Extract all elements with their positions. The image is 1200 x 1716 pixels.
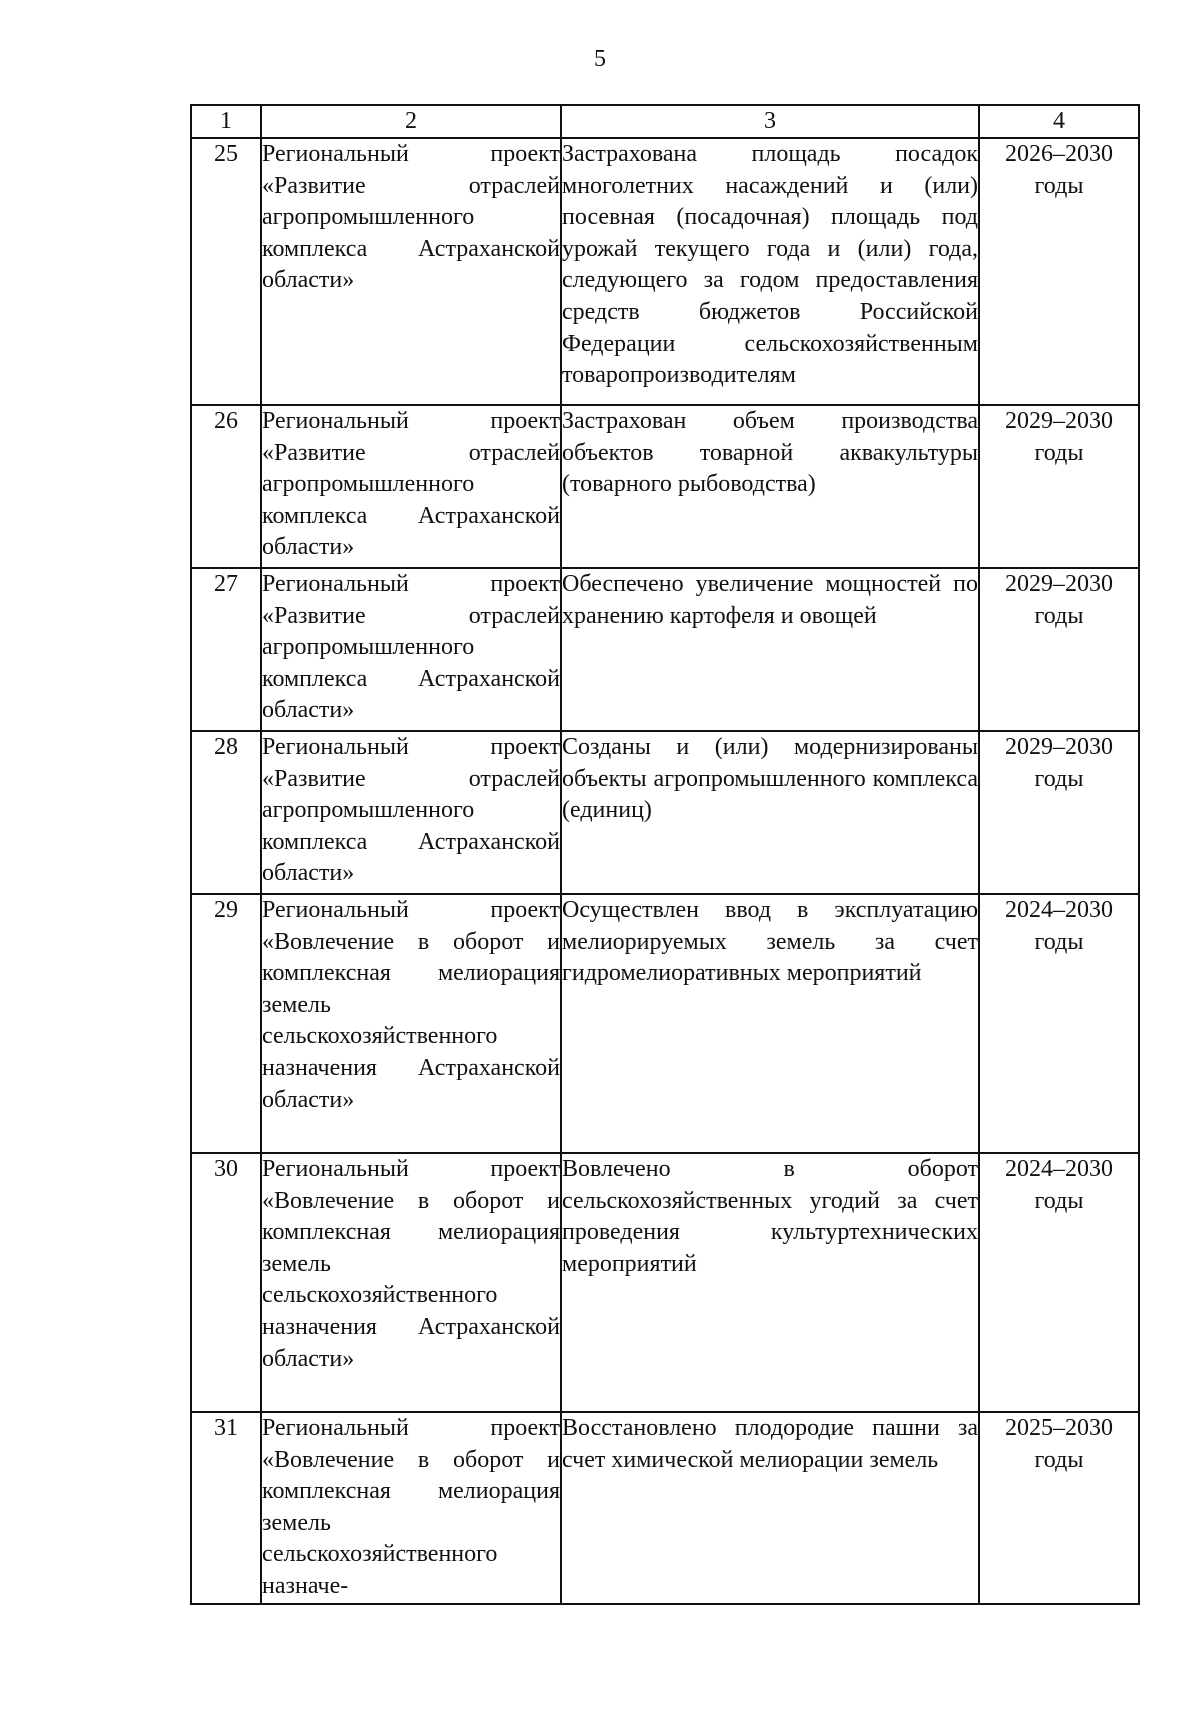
row-number: 28 bbox=[191, 731, 261, 894]
row-number: 29 bbox=[191, 894, 261, 1153]
period-cell bbox=[979, 568, 1139, 731]
table-row bbox=[191, 1412, 1139, 1604]
period-label: годы bbox=[1034, 602, 1084, 629]
period-label: годы bbox=[1034, 1446, 1084, 1473]
period-cell bbox=[979, 1412, 1139, 1604]
project-name: Региональный проект «Развитие отраслей агропромышленного комплекса Астраханской области» bbox=[261, 568, 561, 731]
column-header-3: 3 bbox=[561, 105, 979, 138]
period-label: годы bbox=[1034, 1187, 1084, 1214]
result-description: Осуществлен ввод в эксплуатацию мелиорируемых земель за счет гидромелиоративных мероприятий bbox=[561, 894, 979, 1153]
row-number: 26 bbox=[191, 405, 261, 568]
table-row bbox=[191, 405, 1139, 568]
project-name: Региональный проект «Развитие отраслей агропромышленного комплекса Астраханской области» bbox=[261, 138, 561, 405]
project-name: Региональный проект «Вовлечение в оборот и комплексная мелиорация земель сельскохозяйственного назначения Астраханской области» bbox=[261, 1153, 561, 1412]
result-description: Восстановлено плодородие пашни за счет химической мелиорации земель bbox=[561, 1412, 979, 1604]
period-years: 2029–2030 bbox=[1005, 408, 1113, 434]
period-years: 2029–2030 bbox=[1005, 571, 1113, 597]
period-label: годы bbox=[1034, 928, 1084, 955]
project-name: Региональный проект «Развитие отраслей агропромышленного комплекса Астраханской области» bbox=[261, 731, 561, 894]
project-name: Региональный проект «Вовлечение в оборот и комплексная мелиорация земель сельскохозяйственного назначе- bbox=[261, 1412, 561, 1604]
result-description: Застрахована площадь посадок многолетних насаждений и (или) посевная (посадочная) площадь под урожай текущего года и (или) года, следующего за годом предоставления средств бюджетов Российской Федерации сельскохозяйственным товаропроизводителям bbox=[561, 138, 979, 405]
result-description: Созданы и (или) модернизированы объекты агропромышленного комплекса (единиц) bbox=[561, 731, 979, 894]
table-row bbox=[191, 731, 1139, 894]
period-cell bbox=[979, 138, 1139, 405]
result-description: Обеспечено увеличение мощностей по хранению картофеля и овощей bbox=[561, 568, 979, 731]
row-number: 25 bbox=[191, 138, 261, 405]
period-cell bbox=[979, 894, 1139, 1153]
result-description: Застрахован объем производства объектов товарной аквакультуры (товарного рыбоводства) bbox=[561, 405, 979, 568]
page-number: 5 bbox=[594, 46, 606, 72]
period-years: 2025–2030 bbox=[1005, 1415, 1113, 1441]
table-row bbox=[191, 138, 1139, 405]
period-label: годы bbox=[1034, 439, 1084, 466]
period-years: 2029–2030 bbox=[1005, 734, 1113, 760]
project-name: Региональный проект «Развитие отраслей агропромышленного комплекса Астраханской области» bbox=[261, 405, 561, 568]
period-label: годы bbox=[1034, 765, 1084, 792]
row-number: 30 bbox=[191, 1153, 261, 1412]
period-years: 2026–2030 bbox=[1005, 141, 1113, 167]
period-cell bbox=[979, 731, 1139, 894]
period-years: 2024–2030 bbox=[1005, 1156, 1113, 1182]
period-years: 2024–2030 bbox=[1005, 897, 1113, 923]
row-number: 31 bbox=[191, 1412, 261, 1604]
projects-table bbox=[190, 104, 1140, 1605]
column-header-2: 2 bbox=[261, 105, 561, 138]
table-row bbox=[191, 894, 1139, 1153]
column-header-4: 4 bbox=[979, 105, 1139, 138]
result-description: Вовлечено в оборот сельскохозяйственных угодий за счет проведения культуртехнических мероприятий bbox=[561, 1153, 979, 1412]
table-row bbox=[191, 568, 1139, 731]
project-name: Региональный проект «Вовлечение в оборот и комплексная мелиорация земель сельскохозяйственного назначения Астраханской области» bbox=[261, 894, 561, 1153]
table-header-row bbox=[191, 105, 1139, 138]
period-cell bbox=[979, 1153, 1139, 1412]
period-cell bbox=[979, 405, 1139, 568]
table-row bbox=[191, 1153, 1139, 1412]
column-header-1: 1 bbox=[191, 105, 261, 138]
row-number: 27 bbox=[191, 568, 261, 731]
period-label: годы bbox=[1034, 172, 1084, 199]
